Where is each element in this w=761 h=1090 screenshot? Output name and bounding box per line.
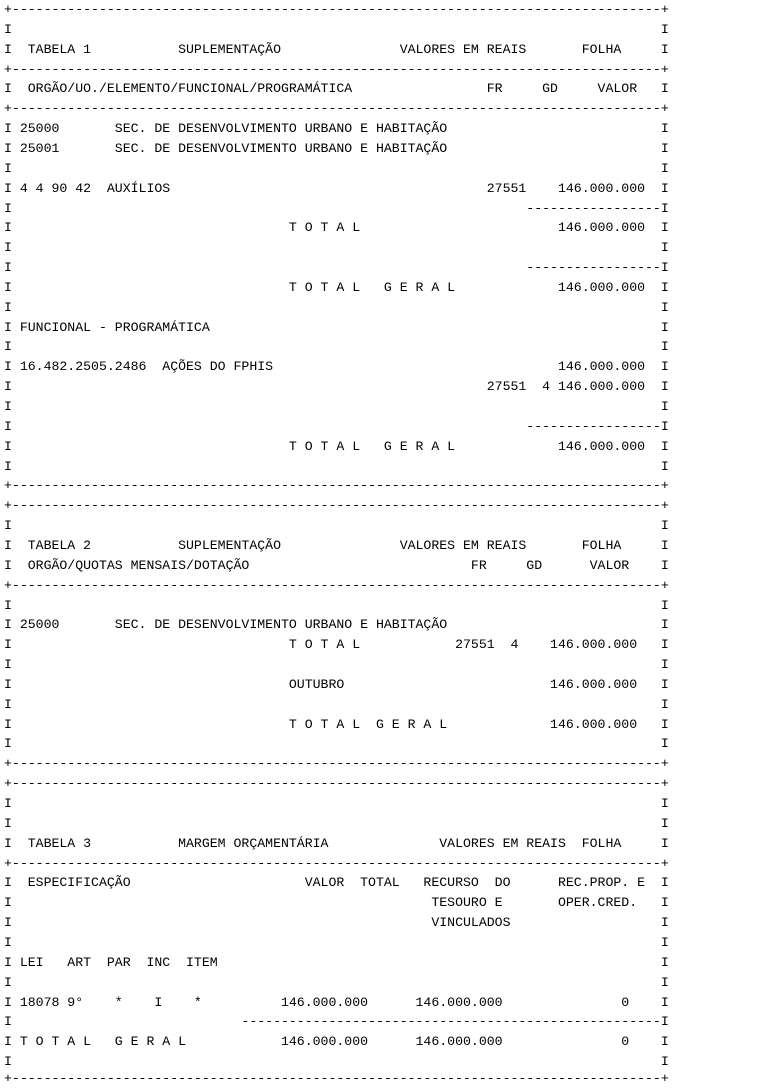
- report-line: I -----------------I: [4, 260, 669, 276]
- report-line: +----------------------------------------------------------------------------------+: [4, 478, 669, 494]
- report-line: I ESPECIFICAÇÃO VALOR TOTAL RECURSO DO REC.PROP. E I: [4, 875, 669, 891]
- report-line: I I: [4, 974, 669, 990]
- report-line: I 18078 9° * I * 146.000.000 146.000.000 0 I: [4, 994, 669, 1010]
- report-line: I T O T A L G E R A L 146.000.000 146.000.000 0 I: [4, 1034, 669, 1050]
- report-line: I T O T A L G E R A L 146.000.000 I: [4, 279, 669, 295]
- report-line: +----------------------------------------------------------------------------------+: [4, 101, 669, 117]
- report-line: I ORGÃO/UO./ELEMENTO/FUNCIONAL/PROGRAMÁTICA FR GD VALOR I: [4, 81, 669, 97]
- report-line: I 25000 SEC. DE DESENVOLVIMENTO URBANO E HABITAÇÃO I: [4, 617, 669, 633]
- report-line: I I: [4, 458, 669, 474]
- report-line: I I: [4, 736, 669, 752]
- report-line: I I: [4, 796, 669, 811]
- report-line: I T O T A L G E R A L 146.000.000 I: [4, 438, 669, 454]
- report-line: +----------------------------------------------------------------------------------+: [4, 855, 669, 871]
- report-line: I I: [4, 21, 669, 37]
- report-line: +----------------------------------------------------------------------------------+: [4, 498, 669, 514]
- report-line: I -----------------------------------------------------I: [4, 1014, 669, 1030]
- report-line: I 4 4 90 42 AUXÍLIOS 27551 146.000.000 I: [4, 180, 669, 196]
- report-line: +----------------------------------------------------------------------------------+: [4, 61, 669, 77]
- report-line: I I: [4, 597, 669, 613]
- report-line: I T O T A L 27551 4 146.000.000 I: [4, 637, 669, 653]
- report-line: I T O T A L 146.000.000 I: [4, 220, 669, 236]
- report-line: +----------------------------------------------------------------------------------+: [4, 577, 669, 593]
- report-line: I I: [4, 934, 669, 950]
- report-line: I I: [4, 240, 669, 256]
- report-line: I I: [4, 160, 669, 176]
- report-line: I I: [4, 1054, 669, 1070]
- report-line: I I: [4, 815, 669, 831]
- report-line: I TABELA 1 SUPLEMENTAÇÃO VALORES EM REAIS FOLHA I: [4, 41, 669, 57]
- report-line: I I: [4, 518, 669, 534]
- report-line: I OUTUBRO 146.000.000 I: [4, 676, 669, 692]
- report-line: I 16.482.2505.2486 AÇÕES DO FPHIS 146.000.000 I: [4, 359, 669, 375]
- report-line: I I: [4, 339, 669, 355]
- report-line: I I: [4, 657, 669, 673]
- report-line: I 25001 SEC. DE DESENVOLVIMENTO URBANO E HABITAÇÃO I: [4, 140, 669, 156]
- report-line: I TESOURO E OPER.CRED. I: [4, 895, 669, 911]
- report-line: I I: [4, 696, 669, 712]
- report-line: +----------------------------------------------------------------------------------+: [4, 1071, 669, 1086]
- report-line: I 25000 SEC. DE DESENVOLVIMENTO URBANO E HABITAÇÃO I: [4, 121, 669, 137]
- report-line: I LEI ART PAR INC ITEM I: [4, 954, 669, 970]
- report-line: I FUNCIONAL - PROGRAMÁTICA I: [4, 319, 669, 335]
- report-line: I TABELA 2 SUPLEMENTAÇÃO VALORES EM REAIS FOLHA I: [4, 537, 669, 553]
- report-line: I -----------------I: [4, 200, 669, 216]
- report-line: I -----------------I: [4, 418, 669, 434]
- report-line: I VINCULADOS I: [4, 915, 669, 931]
- report-line: +----------------------------------------------------------------------------------+: [4, 2, 669, 17]
- report-line: I I: [4, 299, 669, 315]
- report-line: I 27551 4 146.000.000 I: [4, 379, 669, 395]
- report-line: +----------------------------------------------------------------------------------+: [4, 756, 669, 772]
- report-line: I ORGÃO/QUOTAS MENSAIS/DOTAÇÃO FR GD VALOR I: [4, 557, 669, 573]
- report-line: +----------------------------------------------------------------------------------+: [4, 776, 669, 792]
- report-line: I I: [4, 399, 669, 414]
- report-line: I TABELA 3 MARGEM ORÇAMENTÁRIA VALORES EM REAIS FOLHA I: [4, 835, 669, 851]
- report-line: I T O T A L G E R A L 146.000.000 I: [4, 716, 669, 732]
